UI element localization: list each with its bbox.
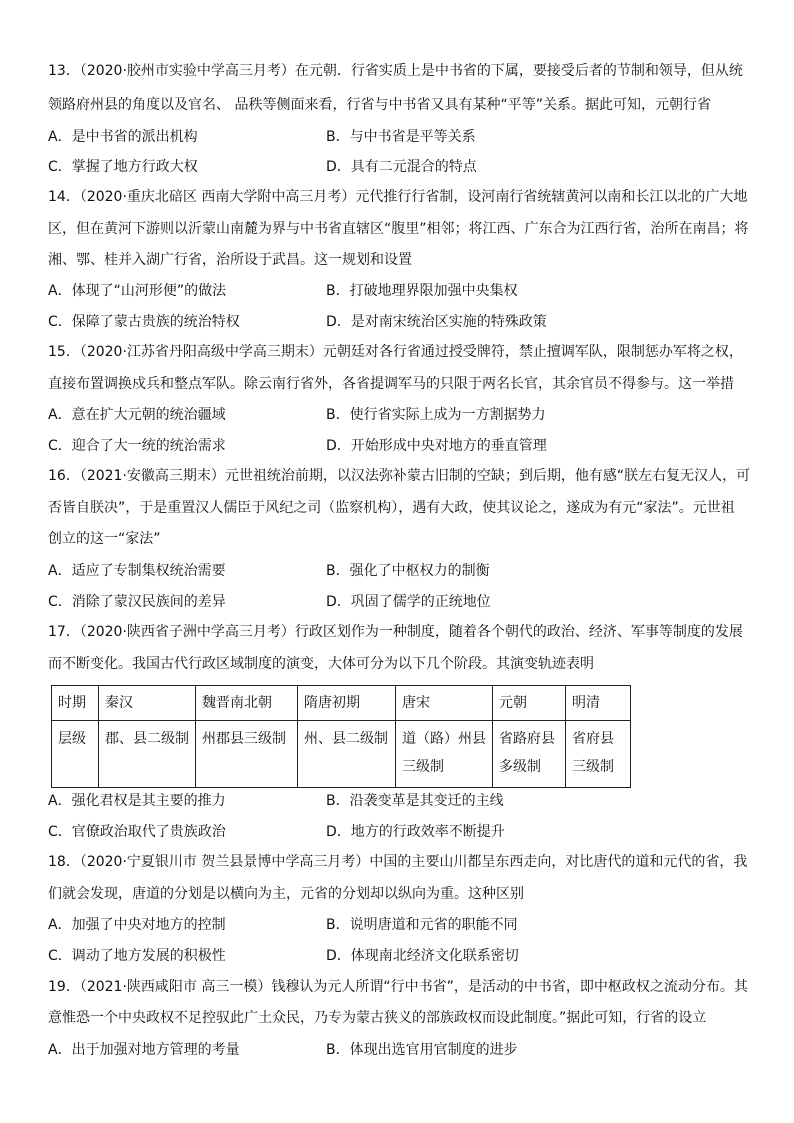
table-cell xyxy=(396,721,493,788)
q13-option-b: B．与中书省是平等关系 xyxy=(326,129,476,145)
q13-option-c: C．掌握了地方行政大权 xyxy=(48,159,198,175)
q18-option-d: D．体现南北经济文化联系密切 xyxy=(326,948,519,964)
table-cell-text: 郡、县二级制 xyxy=(105,731,189,747)
q17-option-a: A．强化君权是其主要的推力 xyxy=(48,793,226,809)
table-cell-text: 州郡县三级制 xyxy=(202,731,286,747)
q19-option-b: B．体现出选官用官制度的进步 xyxy=(326,1042,518,1058)
q18-stem-line-1: 18．（2020·宁夏银川市 贺兰县景博中学高三月考）中国的主要山川都呈东西走向，对比唐代的道和元代的省，我 xyxy=(48,854,748,870)
table-cell xyxy=(196,721,298,788)
table-cell-text: 三级制 xyxy=(402,759,444,775)
table-cell-text: 省府县 xyxy=(572,731,614,747)
table-cell-text: 省路府县 xyxy=(499,731,555,747)
table-header-cell: 魏晋南北朝 xyxy=(196,686,298,721)
q16-option-d: D．巩固了儒学的正统地位 xyxy=(326,594,491,610)
q15-stem-line-2: 直接布置调换戍兵和整点军队。除云南行省外，各省提调军马的只限于两名长官，其余官员不得参与。这一举措 xyxy=(48,376,734,392)
q16-stem-line-3: 创立的这一“家法” xyxy=(48,531,161,547)
table-cell-text: 州、县二级制 xyxy=(304,731,388,747)
q14-option-a: A．体现了“山河形便”的做法 xyxy=(48,283,227,299)
q15-stem-line-1: 15．（2020·江苏省丹阳高级中学高三期末）元朝廷对各行省通过授受牌符，禁止擅调军队，限制惩办军将之权， xyxy=(48,344,743,360)
table-cell xyxy=(493,721,566,788)
table-header-cell: 明清 xyxy=(566,686,631,721)
table-cell-text: 层级 xyxy=(58,731,86,747)
q16-option-b: B．强化了中枢权力的制衡 xyxy=(326,563,490,579)
administrative-levels-table xyxy=(51,685,631,788)
table-cell xyxy=(566,721,631,788)
table-cell xyxy=(298,721,396,788)
table-cell-text: 多级制 xyxy=(499,759,541,775)
q18-option-a: A．加强了中央对地方的控制 xyxy=(48,917,226,933)
q15-option-c: C．迎合了大一统的统治需求 xyxy=(48,438,226,454)
q14-stem-line-2: 区，但在黄河下游则以沂蒙山南麓为界与中书省直辖区“腹里”相邻；将江西、广东合为江西行省，治所在南昌；将 xyxy=(48,221,749,237)
q17-option-b: B．沿袭变革是其变迁的主线 xyxy=(326,793,504,809)
q19-option-a: A．出于加强对地方管理的考量 xyxy=(48,1042,240,1058)
q19-stem-line-1: 19．（2021·陕西咸阳市 高三一模）钱穆认为元人所谓“行中书省”，是活动的中书省，即中枢政权之流动分布。其 xyxy=(48,979,748,995)
q14-stem-line-1: 14．（2020·重庆北碚区 西南大学附中高三月考）元代推行行省制，设河南行省统辖黄河以南和长江以北的广大地 xyxy=(48,189,748,205)
q17-option-c: C．官僚政治取代了贵族政治 xyxy=(48,824,226,840)
q16-stem-line-1: 16．（2021·安徽高三期末）元世祖统治前期，以汉法弥补蒙古旧制的空缺；到后期，他有感“朕左右复无汉人，可 xyxy=(48,468,751,484)
table-cell-text: 三级制 xyxy=(572,759,614,775)
q17-stem-line-2: 而不断变化。我国古代行政区域制度的演变，大体可分为以下几个阶段。其演变轨迹表明 xyxy=(48,656,594,672)
q16-option-c: C．消除了蒙汉民族间的差异 xyxy=(48,594,226,610)
table-header-cell: 时期 xyxy=(52,686,99,721)
table-header-cell: 秦汉 xyxy=(99,686,196,721)
q13-stem-line-2: 领路府州县的角度以及官名、 品秩等侧面来看，行省与中书省又具有某种“平等”关系。据此可知，元朝行省 xyxy=(48,97,711,113)
table-row xyxy=(52,721,631,788)
q14-option-d: D．是对南宋统治区实施的特殊政策 xyxy=(326,314,547,330)
q17-stem-line-1: 17．（2020·陕西省子洲中学高三月考）行政区划作为一种制度，随着各个朝代的政治、经济、军事等制度的发展 xyxy=(48,624,743,640)
table-header-cell: 唐宋 xyxy=(396,686,493,721)
q14-option-b: B．打破地理界限加强中央集权 xyxy=(326,283,518,299)
q14-option-c: C．保障了蒙古贵族的统治特权 xyxy=(48,314,240,330)
q18-option-b: B．说明唐道和元省的职能不同 xyxy=(326,917,518,933)
q16-stem-line-2: 否皆自朕决”，于是重置汉人儒臣于风纪之司（监察机构），遇有大政，使其议论之，遂成为有元“家法”。元世祖 xyxy=(48,500,735,516)
q13-option-d: D．具有二元混合的特点 xyxy=(326,159,477,175)
q13-option-a: A．是中书省的派出机构 xyxy=(48,129,198,145)
q15-option-b: B．使行省实际上成为一方割据势力 xyxy=(326,407,546,423)
q13-stem-line-1: 13．（2020·胶州市实验中学高三月考）在元朝．行省实质上是中书省的下属，要接受后者的节制和领导，但从统 xyxy=(48,63,743,79)
table-header-row xyxy=(52,686,631,721)
q16-option-a: A．适应了专制集权统治需要 xyxy=(48,563,226,579)
q15-option-a: A．意在扩大元朝的统治疆域 xyxy=(48,407,226,423)
q18-option-c: C．调动了地方发展的积极性 xyxy=(48,948,226,964)
table-cell xyxy=(99,721,196,788)
q14-stem-line-3: 湘、鄂、桂并入湖广行省，治所设于武昌。这一规划和设置 xyxy=(48,252,412,268)
q18-stem-line-2: 们就会发现，唐道的分划是以横向为主，元省的分划却以纵向为重。这种区别 xyxy=(48,886,524,902)
q19-stem-line-2: 意惟恐一个中央政权不足控驭此广土众民，乃专为蒙古狭义的部族政权而设此制度。”据此可知，行省的设立 xyxy=(48,1010,707,1026)
table-cell xyxy=(52,721,99,788)
table-header-cell: 元朝 xyxy=(493,686,566,721)
table-cell-text: 道（路）州县 xyxy=(402,731,486,747)
q15-option-d: D．开始形成中央对地方的垂直管理 xyxy=(326,438,547,454)
q17-option-d: D．地方的行政效率不断提升 xyxy=(326,824,505,840)
table-header-cell: 隋唐初期 xyxy=(298,686,396,721)
